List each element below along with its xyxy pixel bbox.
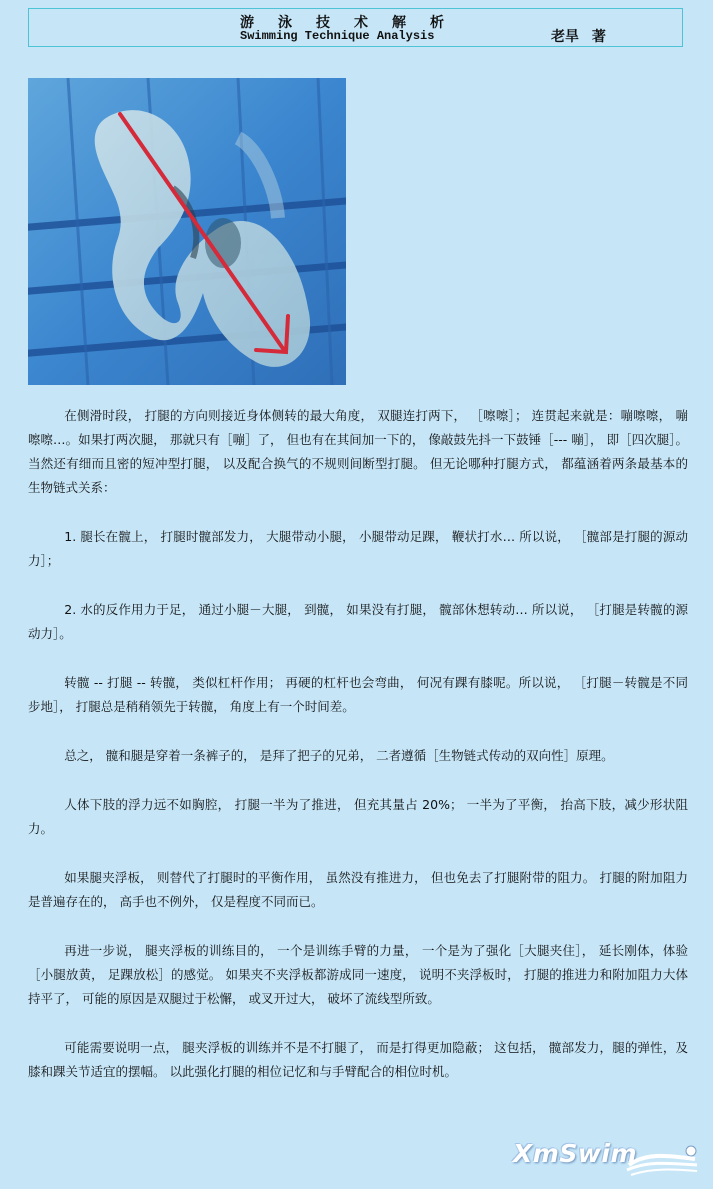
paragraph: 人体下肢的浮力远不如胸腔， 打腿一半为了推进， 但充其量占 20%； 一半为了平衡， 抬高下肢，减少形状阻力。 — [28, 797, 688, 836]
paragraph: 在侧滑时段， 打腿的方向则接近身体侧转的最大角度， 双腿连打两下， ［嚓嚓］； 连贯起来就是：嘣嚓嚓， 嘣嚓嚓…。如果打两次腿， 那就只有［嘣］了， 但也有在其间加一下的， 像敲鼓先抖一下鼓锤［--- 嘣］， 即［四次腿］。 当然还有细而且密的短冲型打腿， 以及配合换气的不规则间断型打腿。 但无论哪种打腿方式， 都蕴涵着两条最基本的生物链式关系： — [28, 408, 688, 495]
author-name: 老旱 著 — [551, 29, 606, 45]
article-body — [28, 404, 688, 1109]
paragraph: 再进一步说， 腿夹浮板的训练目的， 一个是训练手臂的力量， 一个是为了强化［大腿夹住］， 延长刚体，体验［小腿放黄， 足踝放松］的感觉。 如果夹不夹浮板都游成同一速度， 说明不夹浮板时， 打腿的推进力和附加阻力大体持平了， 可能的原因是双腿过于松懈， 或叉开过大， 破坏了流线型所致。 — [28, 943, 688, 1006]
title-english: Swimming Technique Analysis — [240, 29, 435, 43]
paragraph: 总之， 髋和腿是穿着一条裤子的， 是拜了把子的兄弟， 二者遵循［生物链式传动的双向性］原理。 — [64, 748, 614, 763]
paragraph: 1. 腿长在髋上， 打腿时髋部发力， 大腿带动小腿， 小腿带动足踝， 鞭状打水… 所以说， ［髋部是打腿的源动力］； — [28, 529, 688, 568]
header-box — [28, 8, 683, 47]
xmswim-wave-logo-icon — [625, 1143, 699, 1177]
paragraph: 2. 水的反作用力于足， 通过小腿－大腿， 到髋， 如果没有打腿， 髋部休想转动… 所以说， ［打腿是转髋的源动力］。 — [28, 602, 688, 641]
paragraph: 如果腿夹浮板， 则替代了打腿时的平衡作用， 虽然没有推进力， 但也免去了打腿附带的阻力。 打腿的附加阻力是普遍存在的， 高手也不例外， 仅是程度不同而已。 — [28, 870, 688, 909]
swimmer-kick-photo — [28, 78, 346, 385]
paragraph: 转髋 -- 打腿 -- 转髋， 类似杠杆作用； 再硬的杠杆也会弯曲， 何况有踝有膝呢。所以说， ［打腿－转髋是不同步地］， 打腿总是稍稍领先于转髋， 角度上有一个时间差。 — [28, 675, 688, 714]
logo-text: XmSwim — [513, 1139, 638, 1168]
paragraph: 可能需要说明一点， 腿夹浮板的训练并不是不打腿了， 而是打得更加隐蔽； 这包括， 髋部发力，腿的弹性，及膝和踝关节适宜的摆幅。 以此强化打腿的相位记忆和与手臂配合的相位时机。 — [28, 1040, 688, 1079]
title-chinese: 游泳技术解析 — [240, 15, 468, 31]
xmswim-logo — [513, 1139, 699, 1177]
